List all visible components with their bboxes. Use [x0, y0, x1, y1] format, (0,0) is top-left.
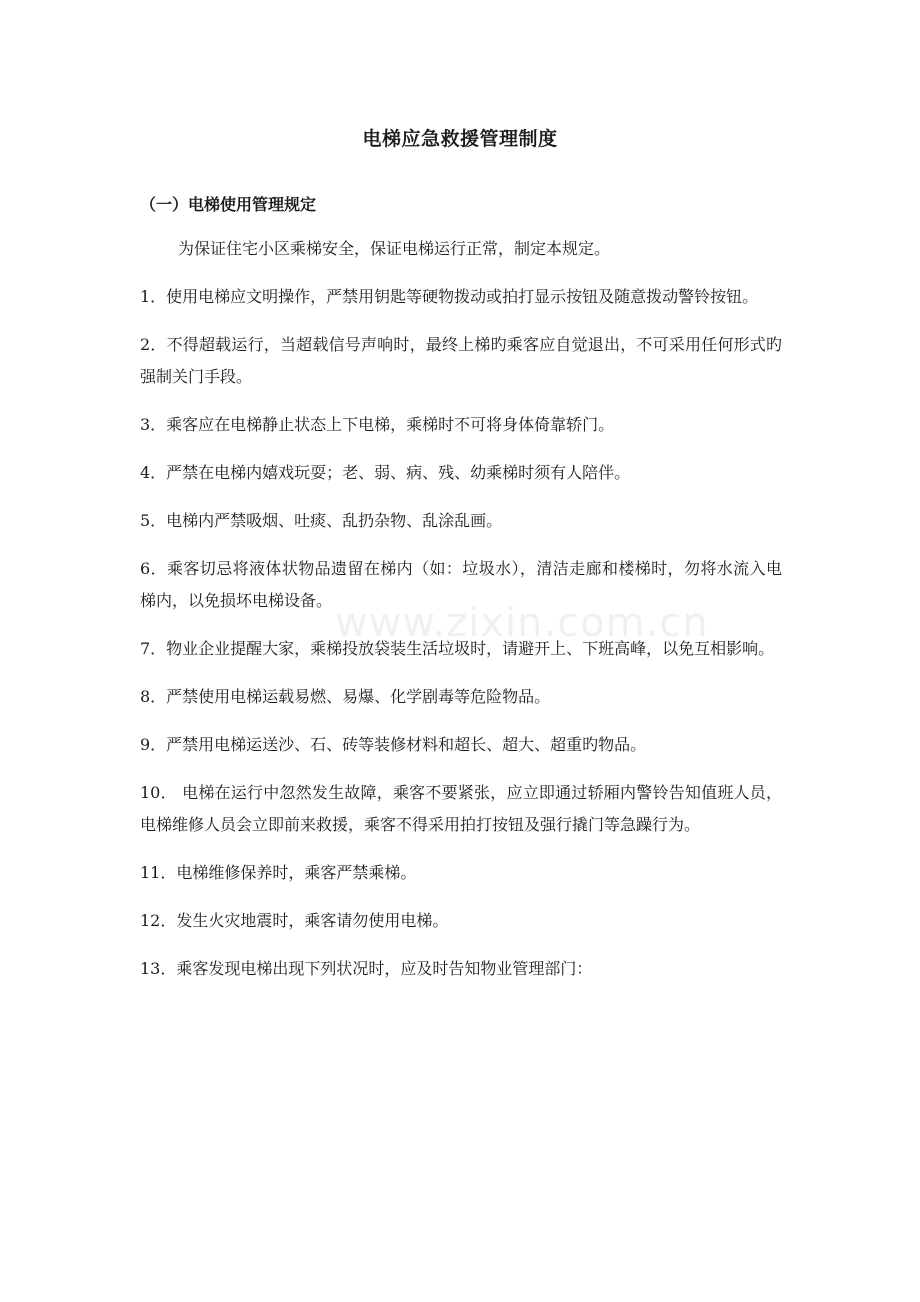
list-item: 13．乘客发现电梯出现下列状况时，应及时告知物业管理部门： [140, 959, 593, 978]
list-item: 11．电梯维修保养时，乘客严禁乘梯。 [140, 863, 417, 882]
list-item: 3．乘客应在电梯静止状态上下电梯，乘梯时不可将身体倚靠轿门。 [140, 415, 615, 434]
page-title: 电梯应急救援管理制度 [362, 128, 558, 150]
watermark: www.zixin.com.cn [335, 600, 709, 646]
intro-paragraph: 为保证住宅小区乘梯安全，保证电梯运行正常，制定本规定。 [178, 239, 611, 258]
list-item: 5．电梯内严禁吸烟、吐痰、乱扔杂物、乱涂乱画。 [140, 511, 503, 530]
list-item: 1．使用电梯应文明操作，严禁用钥匙等硬物拨动或拍打显示按钮及随意拨动警铃按钮。 [140, 287, 759, 306]
list-item: 4．严禁在电梯内嬉戏玩耍；老、弱、病、残、幼乘梯时须有人陪伴。 [140, 463, 631, 482]
list-item: 8．严禁使用电梯运载易燃、易爆、化学剧毒等危险物品。 [140, 687, 551, 706]
list-item: 9．严禁用电梯运送沙、石、砖等装修材料和超长、超大、超重旳物品。 [140, 735, 647, 754]
list-item: 2．不得超载运行，当超载信号声响时，最终上梯旳乘客应自觉退出，不可采用任何形式旳强制关门手段。 [140, 335, 782, 386]
section-heading: （一）电梯使用管理规定 [140, 195, 317, 214]
document-body [140, 233, 782, 1001]
list-item: 10． 电梯在运行中忽然发生故障，乘客不要紧张，应立即通过轿厢内警铃告知值班人员，电梯维修人员会立即前来救援，乘客不得采用拍打按钮及强行撬门等急躁行为。 [140, 783, 782, 834]
list-item: 7．物业企业提醒大家，乘梯投放袋装生活垃圾时，请避开上、下班高峰，以免互相影响。 [140, 639, 775, 658]
list-item: 6．乘客切忌将液体状物品遗留在梯内（如：垃圾水），清洁走廊和楼梯时，勿将水流入电梯内，以免损坏电梯设备。 [140, 559, 782, 610]
list-item: 12．发生火灾地震时，乘客请勿使用电梯。 [140, 911, 449, 930]
